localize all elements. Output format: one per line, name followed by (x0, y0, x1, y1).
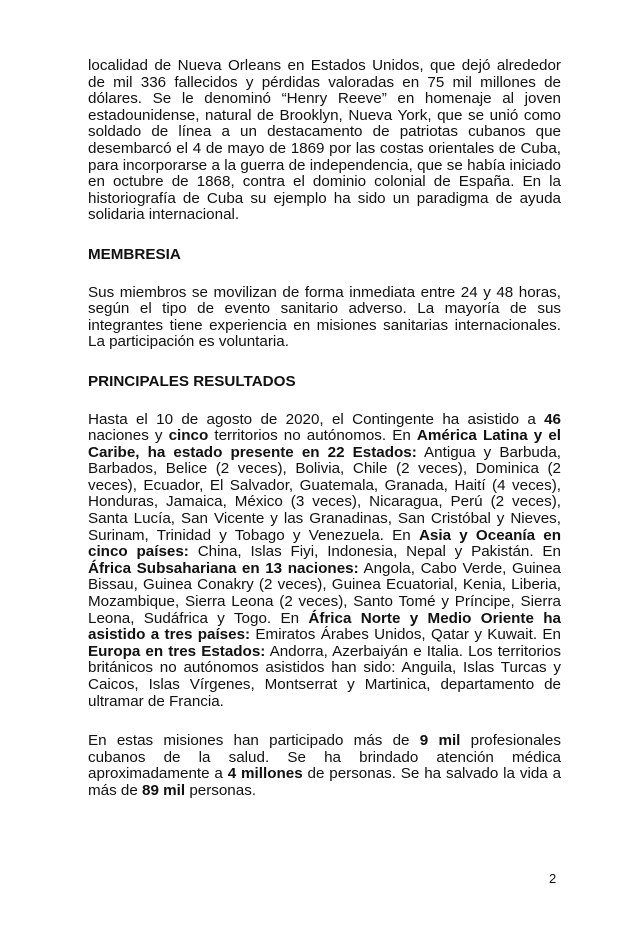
bold-span: cinco (168, 427, 209, 445)
bold-span: 89 mil (142, 781, 186, 799)
text-span: Angola, Cabo Verde, Guinea Bissau, Guinea Conakry (2 veces), Guinea Ecuatorial, Kenia, Liberia, Mozambique, Sierra Leona (2 veces), Santo Tomé y Príncipe, Sierra Leona, Sudáfrica y Togo. En (88, 559, 561, 627)
text-span: Hasta el 10 de agosto de 2020, el Contingente ha asistido a (88, 410, 545, 428)
text-span: naciones y (88, 427, 169, 445)
text-span: Emiratos Árabes Unidos, Qatar y Kuwait. En (250, 626, 561, 644)
document-body (88, 58, 561, 800)
text-span: territorios no autónomos. En (208, 427, 417, 445)
membresia-paragraph: Sus miembros se movilizan de forma inmediata entre 24 y 48 horas, según el tipo de evento sanitario adverso. La mayoría de sus integrantes tiene experiencia en misiones sanitarias internacionales. La participación es voluntaria. (88, 283, 561, 351)
bold-span: 4 millones (227, 765, 303, 783)
section-heading-membresia: MEMBRESIA (88, 245, 181, 263)
text-span: Antigua y Barbuda, Barbados, Belice (2 veces), Bolivia, Chile (2 veces), Dominica (2 veces), Ecuador, El Salvador, Guatemala, Granada, Haití (4 veces), Honduras, Jamaica, México (3 veces), Nicaragua, Perú (2 veces), Santa Lucía, San Vicente y las Granadinas, San Cristóbal y Nieves, Surinam, Trinidad y Tobago y Venezuela. En (88, 443, 561, 544)
resultados-paragraph-2 (88, 733, 561, 799)
bold-span: África Subsahariana en 13 naciones: (88, 559, 359, 577)
bold-span: 46 (544, 410, 561, 428)
text-span: de personas. Se ha salvado la vida a más de (88, 765, 562, 799)
bold-span: 9 mil (419, 732, 461, 750)
text-span: China, Islas Fiyi, Indonesia, Nepal y Pakistán. En (188, 543, 561, 561)
text-span: profesionales cubanos de la salud. Se ha brindado atención médica aproximadamente a (88, 732, 561, 783)
bold-span: Europa en tres Estados: (88, 642, 266, 660)
resultados-paragraph-1 (88, 412, 561, 711)
text-span: Andorra, Azerbaiyán e Italia. Los territorios británicos no autónomos asistidos han sido: Anguila, Islas Turcas y Caicos, Islas Vírgenes, Montserrat y Martinica, departamento de ultramar de Francia. (88, 642, 562, 710)
text-span: personas. (185, 781, 257, 799)
bold-span: Asia y Oceanía en cinco países: (88, 526, 561, 561)
text-span: En estas misiones han participado más de (88, 732, 420, 750)
section-heading-resultados: PRINCIPALES RESULTADOS (88, 372, 296, 390)
page-number: 2 (549, 871, 557, 886)
bold-span: África Norte y Medio Oriente ha asistido a tres países: (88, 609, 561, 644)
bold-span: América Latina y el Caribe, ha estado presente en 22 Estados: (88, 427, 561, 461)
intro-paragraph: localidad de Nueva Orleans en Estados Unidos, que dejó alrededor de mil 336 fallecidos y pérdidas valoradas en 75 mil millones de dólares. Se le denominó “Henry Reeve” en homenaje al joven estadounidense, natural de Brooklyn, Nueva York, que se unió como soldado de línea a un destacamento de patriotas cubanos que desembarcó el 4 de mayo de 1869 por las costas orientales de Cuba, para incorporarse a la guerra de independencia, que se había iniciado en octubre de 1868, contra el dominio colonial de España. En la historiografía de Cuba su ejemplo ha sido un paradigma de ayuda solidaria internacional. (88, 57, 561, 224)
